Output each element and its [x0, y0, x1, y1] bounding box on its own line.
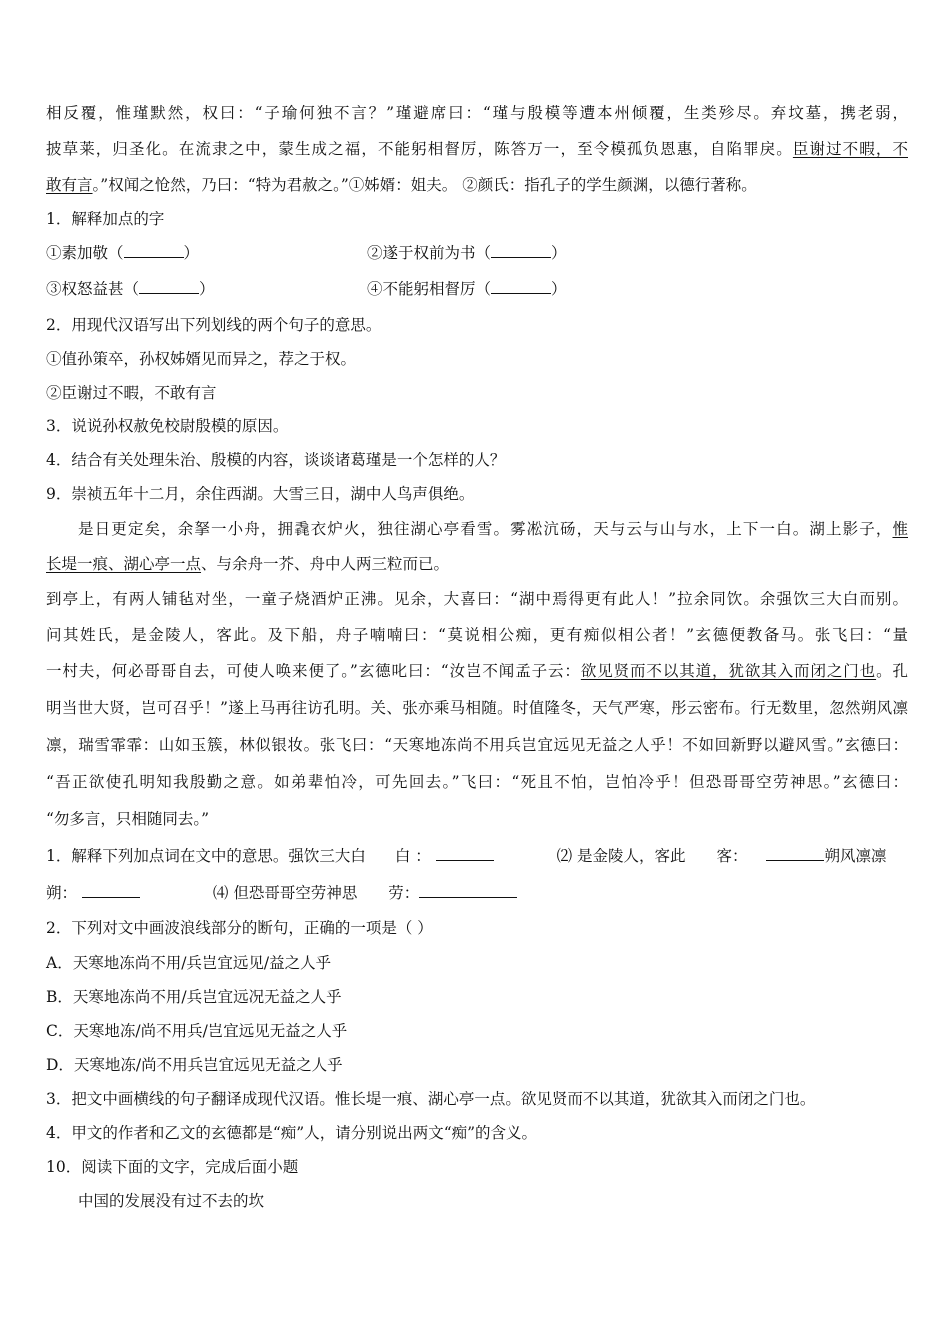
question-line — [46, 882, 908, 904]
item-label: 客： — [716, 847, 748, 865]
passage-text: 披草莱，归圣化。在流隶之中，蒙生成之福，不能躬相督厉，陈答万一，至令模孤负恩惠，自陷罪戾。 — [46, 140, 793, 158]
passage-line — [78, 518, 908, 540]
question-text: 1．解释下列加点词在文中的意思。强饮三大白 — [46, 847, 366, 865]
passage-line: 相反覆，惟瑾默然，权曰：“子瑜何独不言？”瑾避席曰：“瑾与殷模等遭本州倾覆，生类殄尽。弃坟墓，携老弱， — [46, 104, 908, 122]
answer-blank[interactable] — [491, 278, 551, 294]
underlined-sentence: 长堤一痕、湖心亭一点 — [46, 555, 202, 573]
passage-line — [46, 553, 908, 575]
question-title: 10．阅读下面的文字，完成后面小题 — [46, 1158, 299, 1176]
option-a[interactable]: A．天寒地冻尚不用/兵岂宜远见/益之人乎 — [46, 954, 332, 972]
passage-line — [46, 138, 908, 160]
item-close: ） — [551, 244, 567, 262]
item-label: ③权怒益甚（ — [46, 280, 140, 298]
passage-text: 是日更定矣，余拏一小舟，拥毳衣炉火，独往湖心亭看雪。雾凇沆砀，天与云与山与水，上下一白。湖上影子， — [78, 520, 893, 538]
item-close: ） — [183, 244, 200, 262]
item-label: ①素加敬（ — [46, 244, 124, 262]
question-title: 9．崇祯五年十二月，余住西湖。大雪三日，湖中人鸟声俱绝。 — [46, 485, 475, 503]
underlined-sentence: 敢有言 — [46, 176, 93, 194]
answer-blank[interactable] — [139, 278, 199, 294]
underlined-sentence: 惟 — [892, 520, 908, 538]
question-title: 2．下列对文中画波浪线部分的断句，正确的一项是（ ） — [46, 919, 433, 937]
passage-line: 凛，瑞雪霏霏：山如玉簇，林似银妆。张飞曰：“天寒地冻尚不用兵岂宜远见无益之人乎！不如回新野以避风雪。”玄德曰： — [46, 736, 908, 754]
passage-text: 一村夫，何必哥哥自去，可使人唤来便了。”玄德叱曰：“汝岂不闻孟子云： — [46, 662, 581, 680]
item-label: ⑷ 但恐哥哥空劳神思 — [212, 884, 358, 902]
question-title: 2．用现代汉语写出下列划线的两个句子的意思。 — [46, 316, 382, 334]
option-d[interactable]: D．天寒地冻/尚不用兵岂宜远见无益之人乎 — [46, 1056, 343, 1074]
underlined-sentence: 欲见贤而不以其道，犹欲其入而闭之门也 — [580, 662, 877, 680]
passage-text: 。”权闻之怆然，乃曰：“特为君赦之。”①姊婿：姐夫。 ②颜氏：指孔子的学生颜渊，以德行著称。 — [92, 176, 757, 194]
item-label: 劳： — [388, 884, 420, 902]
option-b[interactable]: B．天寒地冻尚不用/兵岂宜远况无益之人乎 — [46, 988, 342, 1006]
item-label: ④不能躬相督厉（ — [367, 280, 492, 298]
item-label: ②遂于权前为书（ — [367, 244, 492, 262]
underlined-sentence: 臣谢过不暇，不 — [792, 140, 908, 158]
passage-line — [46, 174, 908, 196]
item-label: 朔： — [46, 884, 78, 902]
sentence-item: ①值孙策卒，孙权姊婿见而异之，荐之于权。 — [46, 350, 357, 368]
answer-blank[interactable] — [436, 845, 494, 861]
passage-text: 。孔 — [876, 662, 908, 680]
item-label: 朔风凛凛 — [824, 847, 887, 865]
answer-blank[interactable] — [491, 242, 551, 258]
passage-line: 问其姓氏，是金陵人，客此。及下船，舟子喃喃曰：“莫说相公痴，更有痴似相公者！”玄德便教备马。张飞曰：“量 — [46, 626, 908, 644]
answer-blank[interactable] — [124, 242, 184, 258]
answer-item — [367, 278, 567, 300]
passage-line — [46, 660, 908, 682]
question-title: 3．说说孙权赦免校尉殷模的原因。 — [46, 417, 289, 435]
passage-line: 到亭上，有两人铺毡对坐，一童子烧酒炉正沸。见余，大喜曰：“湖中焉得更有此人！”拉余同饮。余强饮三大白而别。 — [46, 590, 908, 608]
passage-line: “吾正欲使孔明知我殷勤之意。如弟辈怕冷，可先回去。”飞曰：“死且不怕，岂怕冷乎！但恐哥哥空劳神思。”玄德曰： — [46, 773, 908, 791]
item-close: ） — [199, 280, 215, 298]
item-label: ⑵ 是金陵人，客此 — [556, 847, 686, 865]
question-title: 4．结合有关处理朱治、殷模的内容，谈谈诸葛瑾是一个怎样的人？ — [46, 451, 506, 469]
answer-item — [367, 242, 567, 264]
answer-blank[interactable] — [766, 845, 824, 861]
item-label: 白 ： — [394, 847, 431, 865]
passage-line: “勿多言，只相随同去。” — [46, 810, 210, 828]
answer-blank[interactable] — [82, 882, 140, 898]
passage-text: 、与余舟一芥、舟中人两三粒而已。 — [201, 555, 450, 573]
answer-blank[interactable] — [419, 882, 517, 898]
question-line — [46, 845, 908, 867]
question-title: 4．甲文的作者和乙文的玄德都是“痴”人，请分别说出两文“痴”的含义。 — [46, 1124, 538, 1142]
passage-line: 明当世大贤，岂可召乎！”遂上马再往访孔明。关、张亦乘马相随。时值隆冬，天气严寒，彤云密布。行无数里，忽然朔风凛 — [46, 699, 908, 717]
passage-line: 中国的发展没有过不去的坎 — [78, 1192, 265, 1210]
item-close: ） — [551, 280, 567, 298]
question-title: 1．解释加点的字 — [46, 210, 165, 228]
sentence-item: ②臣谢过不暇，不敢有言 — [46, 384, 217, 402]
question-title: 3．把文中画横线的句子翻译成现代汉语。惟长堤一痕、湖心亭一点。欲见贤而不以其道，犹欲其入而闭之门也。 — [46, 1090, 816, 1108]
option-c[interactable]: C．天寒地冻/尚不用兵/岂宜远见无益之人乎 — [46, 1022, 348, 1040]
